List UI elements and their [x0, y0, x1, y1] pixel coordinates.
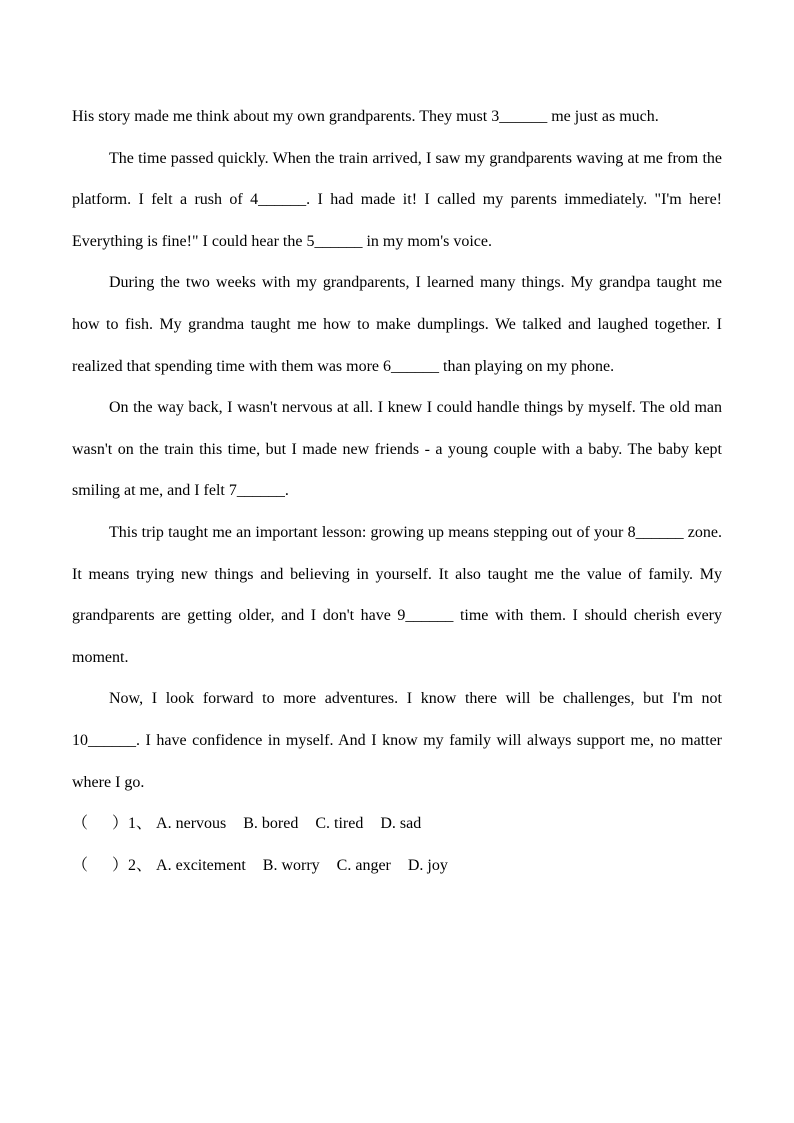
option-c: C. tired [315, 815, 364, 833]
option-d: D. sad [380, 815, 422, 833]
option-c: C. anger [336, 856, 391, 874]
passage-paragraph-1: His story made me think about my own grandparents. They must 3______ me just as much. [72, 108, 659, 125]
option-a: A. nervous [156, 815, 227, 833]
option-b: B. worry [262, 856, 320, 874]
option-a: A. excitement [156, 856, 246, 874]
question-number: 2、 [128, 856, 153, 874]
answer-blank[interactable]: （ ） [72, 856, 129, 874]
passage-paragraph-3: During the two weeks with my grandparents, I learned many things. My grandpa taught me how to fish. My grandma taught me how to make dumplings. We talked and laughed together. I realized that spending time with them was more 6______ than playing on my phone. [72, 274, 722, 375]
question-1 [72, 803, 722, 845]
question-number: 1、 [128, 815, 153, 833]
option-d: D. joy [407, 856, 448, 874]
passage-paragraph-5: This trip taught me an important lesson: growing up means stepping out of your 8______ zone. It means trying new things and believing in yourself. It also taught me the value of family. My grandparents are getting older, and I don't have 9______ time with them. I should cherish every moment. [72, 523, 722, 666]
passage-paragraph-6: Now, I look forward to more adventures. I know there will be challenges, but I'm not 10______. I have confidence in myself. And I know my family will always support me, no matter where I go. [72, 690, 722, 791]
option-b: B. bored [243, 815, 299, 833]
document-page [72, 96, 722, 886]
passage-paragraph-4: On the way back, I wasn't nervous at all. I knew I could handle things by myself. The old man wasn't on the train this time, but I made new friends - a young couple with a baby. The baby kept smiling at me, and I felt 7______. [72, 399, 722, 500]
question-2 [72, 845, 722, 887]
answer-blank[interactable]: （ ） [72, 815, 129, 833]
passage-paragraph-2: The time passed quickly. When the train arrived, I saw my grandparents waving at me from the platform. I felt a rush of 4______. I had made it! I called my parents immediately. "I'm here! Everything is fine!" I could hear the 5______ in my mom's voice. [72, 149, 722, 250]
